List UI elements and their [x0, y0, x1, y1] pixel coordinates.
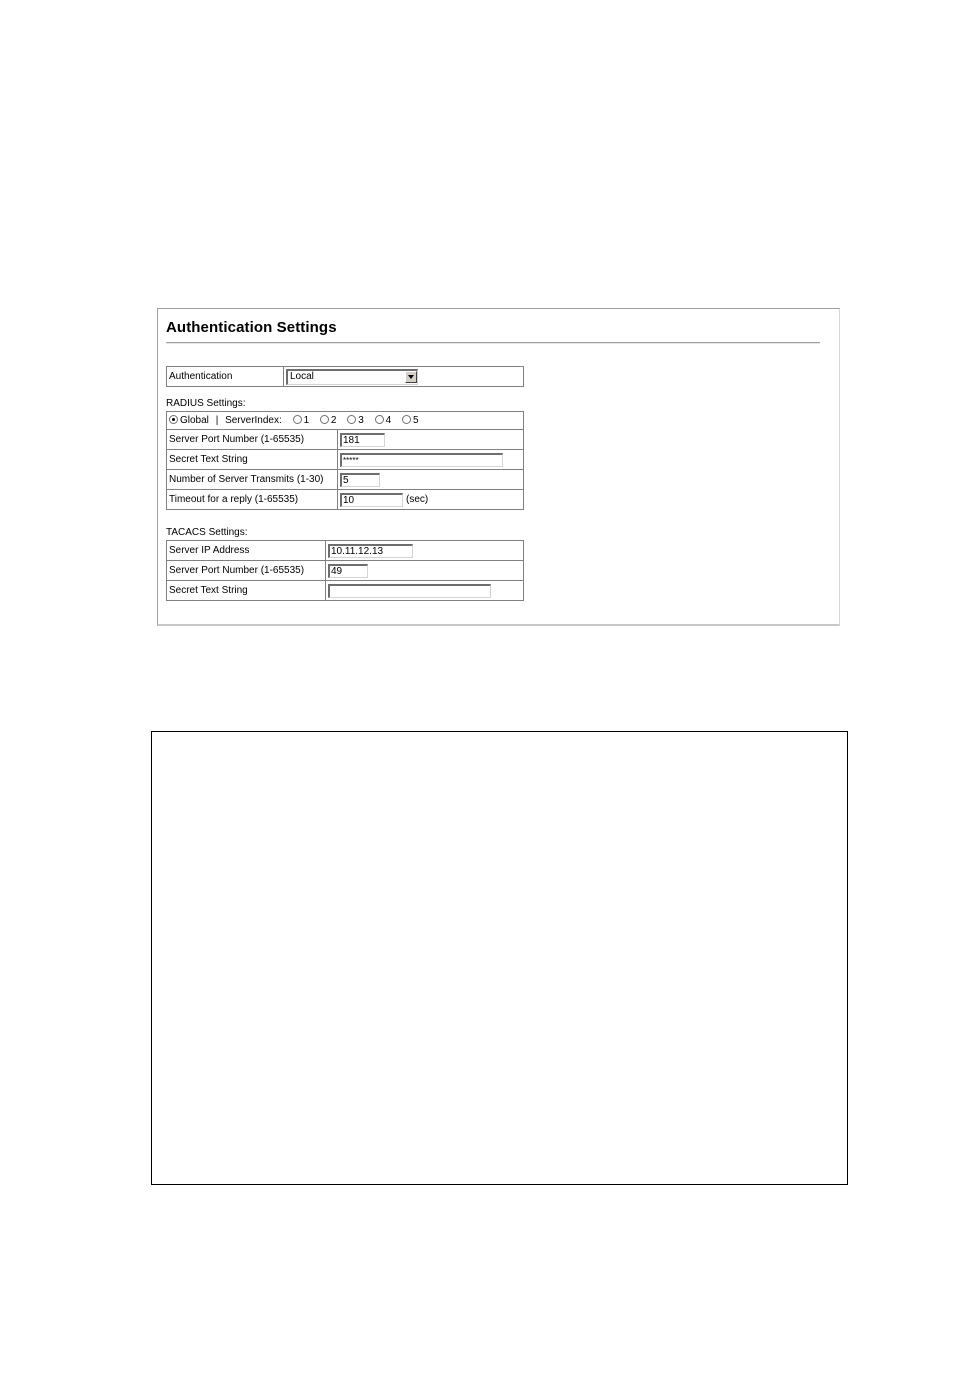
authentication-cell	[284, 367, 524, 387]
radio-server-3-label: 3	[358, 415, 364, 426]
radius-transmits-input[interactable]: 5	[340, 473, 380, 487]
empty-content-box	[151, 731, 848, 1185]
tacacs-ip-input[interactable]: 10.11.12.13	[328, 544, 413, 558]
radius-transmits-label: Number of Server Transmits (1-30)	[167, 470, 338, 490]
authentication-row	[167, 367, 524, 387]
timeout-unit-label: (sec)	[406, 494, 429, 505]
radio-icon	[402, 415, 411, 424]
radio-server-5[interactable]	[402, 415, 419, 426]
authentication-select[interactable]	[286, 369, 418, 385]
radius-timeout-input[interactable]: 10	[340, 493, 403, 507]
radius-timeout-label: Timeout for a reply (1-65535)	[167, 490, 338, 510]
separator-text: |	[215, 415, 219, 426]
tacacs-secret-input[interactable]	[328, 584, 491, 598]
radio-icon	[347, 415, 356, 424]
radius-timeout-cell	[338, 490, 524, 510]
radius-server-select-row	[167, 412, 524, 430]
tacacs-ip-cell	[326, 541, 524, 561]
tacacs-port-input[interactable]: 49	[328, 564, 368, 578]
radio-global[interactable]	[169, 415, 209, 426]
radius-secret-cell	[338, 450, 524, 470]
authentication-selected-value: Local	[290, 370, 314, 382]
authentication-label: Authentication	[167, 367, 284, 387]
tacacs-ip-row	[167, 541, 524, 561]
radius-port-row	[167, 430, 524, 450]
tacacs-section-label: TACACS Settings:	[166, 527, 248, 538]
radius-secret-input[interactable]: *****	[340, 453, 503, 467]
radio-icon	[375, 415, 384, 424]
radio-global-icon	[169, 415, 178, 424]
page-title: Authentication Settings	[166, 319, 337, 336]
radius-port-cell	[338, 430, 524, 450]
radio-server-1-label: 1	[303, 415, 310, 426]
radius-server-select-cell	[167, 412, 524, 430]
tacacs-secret-cell	[326, 581, 524, 601]
tacacs-table	[166, 540, 524, 601]
radio-server-2[interactable]	[320, 415, 337, 426]
authentication-table	[166, 366, 524, 387]
tacacs-secret-row	[167, 581, 524, 601]
radius-transmits-cell	[338, 470, 524, 490]
tacacs-port-label: Server Port Number (1-65535)	[167, 561, 326, 581]
tacacs-ip-label: Server IP Address	[167, 541, 326, 561]
radius-transmits-row	[167, 470, 524, 490]
tacacs-port-cell	[326, 561, 524, 581]
tacacs-port-row	[167, 561, 524, 581]
radius-port-input[interactable]: 181	[340, 433, 385, 447]
radius-port-label: Server Port Number (1-65535)	[167, 430, 338, 450]
tacacs-secret-label: Secret Text String	[167, 581, 326, 601]
radius-table	[166, 411, 524, 510]
radius-section-label: RADIUS Settings:	[166, 398, 246, 409]
chevron-down-icon[interactable]	[405, 371, 417, 383]
radio-global-label: Global	[180, 415, 209, 426]
title-divider	[166, 342, 820, 344]
radius-timeout-row	[167, 490, 524, 510]
radio-server-1[interactable]	[293, 415, 310, 426]
server-index-label: ServerIndex:	[225, 415, 282, 426]
radio-icon	[293, 415, 302, 424]
radio-server-5-label: 5	[412, 415, 419, 426]
radius-secret-row	[167, 450, 524, 470]
radio-server-4-label: 4	[385, 415, 392, 426]
radio-server-4[interactable]	[375, 415, 392, 426]
radio-server-2-label: 2	[330, 415, 337, 426]
radio-server-3[interactable]	[347, 415, 364, 426]
radius-secret-label: Secret Text String	[167, 450, 338, 470]
radio-icon	[320, 415, 329, 424]
